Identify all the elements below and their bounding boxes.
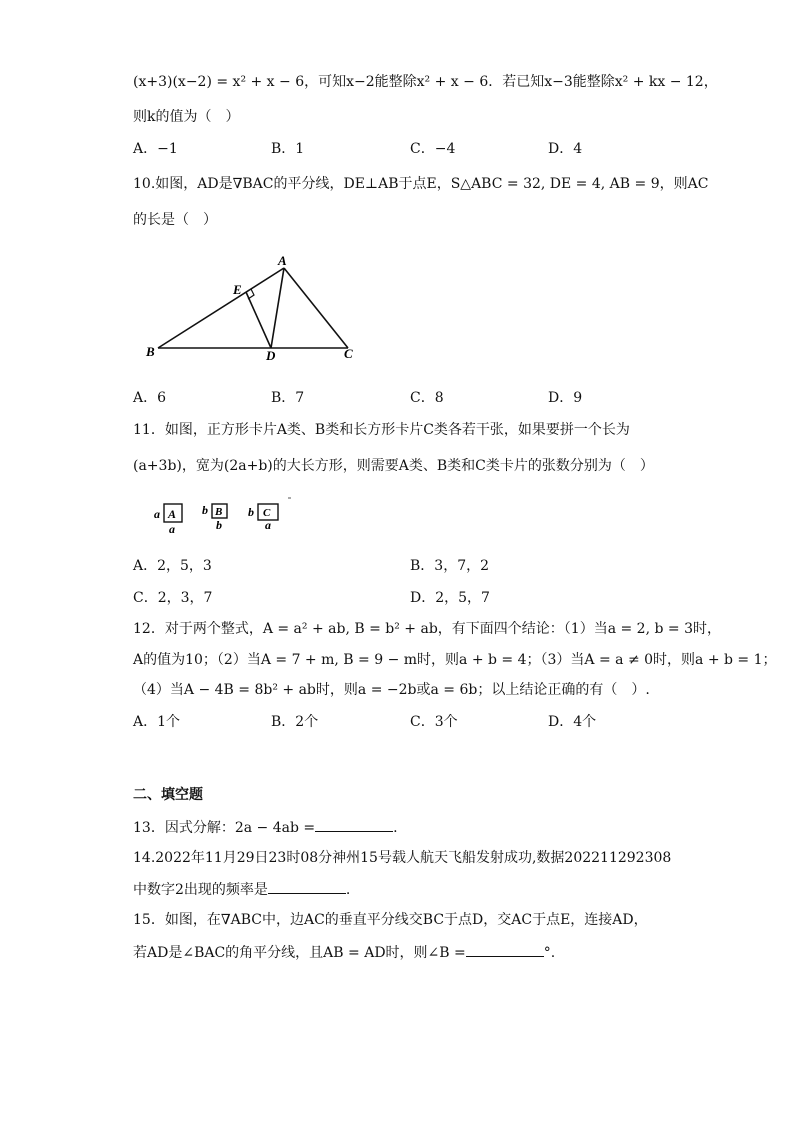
q12-option-c: C．3个	[410, 714, 458, 730]
q15-line1: 15．如图，在∇ABC中，边AC的垂直平分线交BC于点D，交AC于点E，连接AD，	[133, 912, 648, 928]
q10-triangle-figure	[140, 248, 380, 378]
q10-line2: 的长是（ ）	[133, 212, 217, 228]
q10-option-a: A．6	[133, 390, 167, 406]
q14-answer-blank[interactable]	[268, 879, 346, 894]
q11-option-a: A．2，5，3	[133, 558, 212, 574]
q12-line1: 12．对于两个整式，A = a² + ab, B = b² + ab，有下面四个结论：（1）当a = 2, b = 3时，	[133, 621, 721, 637]
card-a-left-label: a	[154, 507, 160, 521]
q9-option-b: B．1	[271, 141, 305, 157]
q15-answer-blank[interactable]	[466, 942, 544, 957]
q14-line2: 中数字2出现的频率是	[133, 882, 268, 898]
q11-option-d: D．2，5，7	[410, 590, 490, 606]
q14-end: .	[345, 882, 351, 898]
card-a-letter: A	[168, 507, 177, 521]
q13-answer-blank[interactable]	[315, 817, 393, 832]
q12-option-d: D．4个	[548, 714, 597, 730]
label-e: E	[233, 282, 242, 297]
card-b-bottom-label: b	[216, 518, 222, 532]
card-a-bottom-label: a	[169, 522, 175, 536]
card-c-left-label: b	[248, 505, 254, 519]
q10-line1: 10.如图，AD是∇BAC的平分线，DE⊥AB于点E，S△ABC = 32, DE = 4, AB = 9，则AC	[133, 176, 709, 192]
segment-ac	[284, 268, 348, 348]
q13-text: 13．因式分解：2a − 4ab =	[133, 820, 316, 836]
segment-ed	[246, 292, 271, 348]
q11-line2: (a+3b)，宽为(2a+b)的大长方形，则需要A类、B类和C类卡片的张数分别为（ ）	[133, 458, 654, 474]
label-d: D	[266, 348, 276, 363]
q11-cards-figure	[150, 496, 300, 536]
q12-option-a: A．1个	[133, 714, 181, 730]
q10-option-d: D．9	[548, 390, 583, 406]
q12-line2: A的值为10；（2）当A = 7 + m, B = 9 − m时，则a + b = 4；（3）当A = a ≠ 0时，则a + b = 1；	[133, 652, 777, 668]
section-title: 二、填空题	[133, 787, 203, 803]
q14-line1: 14.2022年11月29日23时08分神州15号载人航天飞船发射成功,数据202211292308	[133, 850, 672, 866]
card-b-letter: B	[215, 506, 223, 518]
q11-option-c: C．2，3，7	[133, 590, 213, 606]
label-c: C	[344, 346, 353, 361]
card-c-bottom-label: a	[265, 518, 271, 532]
card-b-left-label: b	[202, 503, 208, 517]
q9-line2: 则k的值为（ ）	[133, 109, 240, 125]
q9-option-d: D．4	[548, 141, 583, 157]
q14-line2-wrap	[133, 879, 350, 900]
label-a: A	[278, 253, 287, 268]
q11-option-b: B．3，7，2	[410, 558, 490, 574]
q12-option-b: B．2个	[271, 714, 319, 730]
q10-option-c: C．8	[410, 390, 444, 406]
q13-line	[133, 817, 398, 838]
q15-end: °.	[543, 945, 556, 961]
label-b: B	[146, 344, 155, 359]
q9-line1: (x+3)(x−2) = x² + x − 6，可知x−2能整除x² + x − 6．若已知x−3能整除x² + kx − 12，	[133, 74, 718, 90]
segment-ad	[271, 268, 284, 348]
q15-line2-wrap	[133, 942, 555, 963]
q15-line2: 若AD是∠BAC的角平分线，且AB = AD时，则∠B =	[133, 945, 466, 961]
card-c-letter: C	[263, 507, 271, 519]
q9-option-c: C．−4	[410, 141, 456, 157]
q13-end: .	[393, 820, 398, 836]
q11-line1: 11．如图，正方形卡片A类、B类和长方形卡片C类各若干张，如果要拼一个长为	[133, 422, 630, 438]
q10-option-b: B．7	[271, 390, 305, 406]
q12-line3: （4）当A − 4B = 8b² + ab时，则a = −2b或a = 6b；以上结论正确的有（ ）.	[133, 682, 650, 698]
q9-option-a: A．−1	[133, 141, 178, 157]
